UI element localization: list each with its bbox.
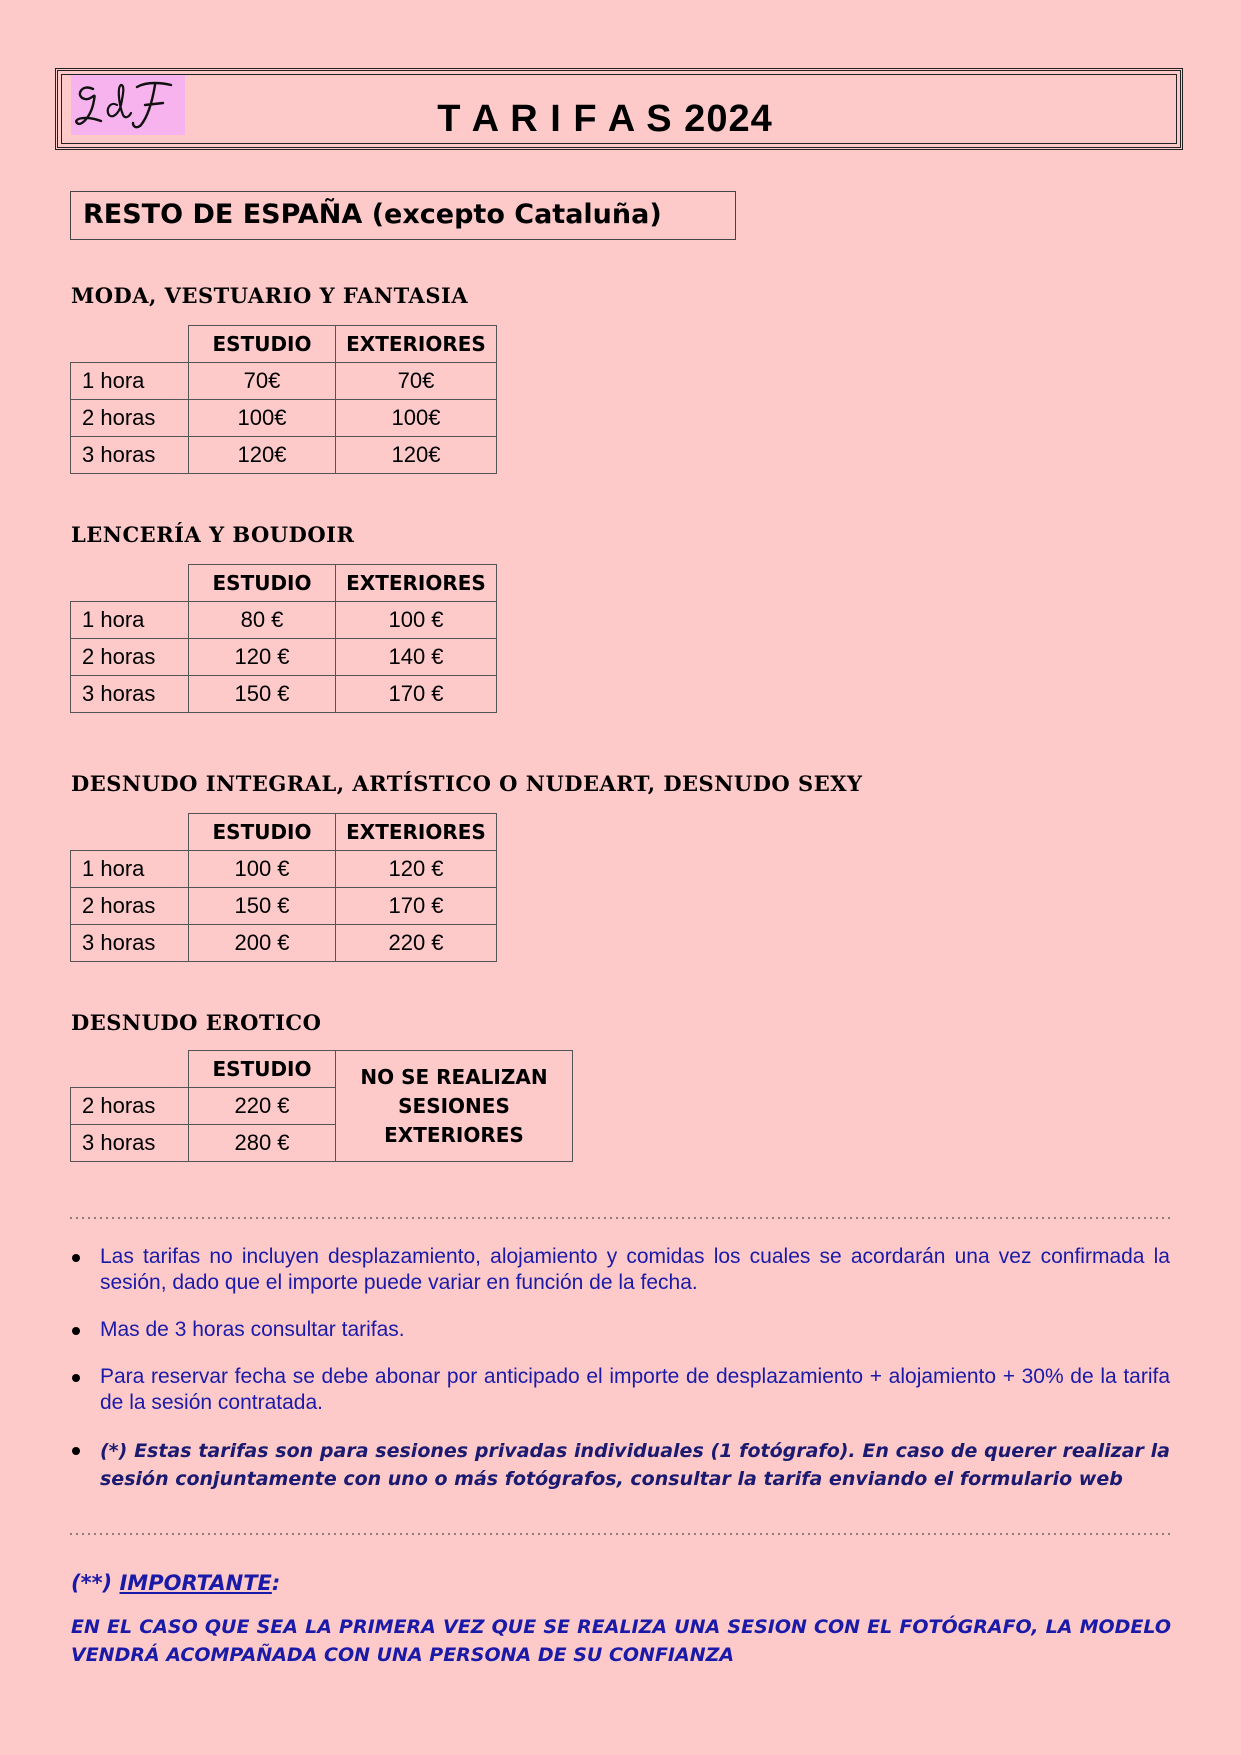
rates-table-moda bbox=[70, 325, 497, 474]
note-line: NO SE REALIZAN bbox=[360, 1064, 548, 1089]
exterior-price: 120€ bbox=[336, 437, 497, 474]
studio-price: 220 € bbox=[189, 1088, 336, 1125]
row-label: 1 hora bbox=[71, 602, 189, 639]
note-line: SESIONES bbox=[398, 1093, 510, 1118]
column-header-exterior: EXTERIORES bbox=[336, 814, 497, 851]
important-label: IMPORTANTE bbox=[119, 1571, 272, 1595]
studio-price: 280 € bbox=[189, 1125, 336, 1162]
important-heading bbox=[71, 1571, 280, 1595]
exterior-price: 170 € bbox=[336, 888, 497, 925]
row-label: 1 hora bbox=[71, 363, 189, 400]
studio-price: 150 € bbox=[189, 888, 336, 925]
column-header-studio: ESTUDIO bbox=[189, 326, 336, 363]
table-row bbox=[71, 437, 497, 474]
list-item: Mas de 3 horas consultar tarifas. bbox=[68, 1317, 1170, 1343]
table-row bbox=[71, 925, 497, 962]
no-exterior-sessions-note bbox=[336, 1051, 573, 1162]
exterior-price: 170 € bbox=[336, 676, 497, 713]
studio-price: 120 € bbox=[189, 639, 336, 676]
rates-table-lenceria bbox=[70, 564, 497, 713]
exterior-price: 220 € bbox=[336, 925, 497, 962]
section-title-desnudo-integral: DESNUDO INTEGRAL, ARTÍSTICO O NUDEART, DESNUDO SEXY bbox=[71, 771, 863, 796]
column-header-studio: ESTUDIO bbox=[189, 814, 336, 851]
list-item: (*) Estas tarifas son para sesiones privadas individuales (1 fotógrafo). En caso de querer realizar la sesión conjuntamente con uno o más fotógrafos, consultar la tarifa enviando el formulario web bbox=[68, 1437, 1170, 1493]
exterior-price: 100€ bbox=[336, 400, 497, 437]
row-label: 3 horas bbox=[71, 676, 189, 713]
section-title-lenceria: LENCERÍA Y BOUDOIR bbox=[71, 522, 355, 547]
rates-table-desnudo-erotico bbox=[70, 1050, 573, 1162]
section-title-moda: MODA, VESTUARIO Y FANTASIA bbox=[71, 283, 469, 308]
table-row bbox=[71, 363, 497, 400]
table-row bbox=[71, 888, 497, 925]
row-label: 1 hora bbox=[71, 851, 189, 888]
row-label: 3 horas bbox=[71, 437, 189, 474]
important-suffix: : bbox=[271, 1571, 281, 1595]
exterior-price: 120 € bbox=[336, 851, 497, 888]
list-item: Para reservar fecha se debe abonar por anticipado el importe de desplazamiento + alojamiento + 30% de la tarifa de la sesión contratada. bbox=[68, 1364, 1170, 1416]
notes-list bbox=[68, 1244, 1170, 1514]
studio-price: 100 € bbox=[189, 851, 336, 888]
row-label: 2 horas bbox=[71, 639, 189, 676]
column-header-studio: ESTUDIO bbox=[189, 1051, 336, 1088]
section-title-desnudo-erotico: DESNUDO EROTICO bbox=[71, 1010, 322, 1035]
studio-price: 70€ bbox=[189, 363, 336, 400]
exterior-price: 100 € bbox=[336, 602, 497, 639]
list-item: Las tarifas no incluyen desplazamiento, alojamiento y comidas los cuales se acordarán una vez confirmada la sesión, dado que el importe puede variar en función de la fecha. bbox=[68, 1244, 1170, 1296]
important-text: EN EL CASO QUE SEA LA PRIMERA VEZ QUE SE REALIZA UNA SESION CON EL FOTÓGRAFO, LA MODELO VENDRÁ ACOMPAÑADA CON UNA PERSONA DE SU CONFIANZA bbox=[71, 1616, 1171, 1666]
column-header-exterior: EXTERIORES bbox=[336, 565, 497, 602]
table-row bbox=[71, 851, 497, 888]
row-label: 3 horas bbox=[71, 925, 189, 962]
row-label: 3 horas bbox=[71, 1125, 189, 1162]
studio-price: 100€ bbox=[189, 400, 336, 437]
table-row bbox=[71, 639, 497, 676]
rates-table-desnudo-integral bbox=[70, 813, 497, 962]
dotted-divider bbox=[68, 1216, 1170, 1220]
row-label: 2 horas bbox=[71, 400, 189, 437]
table-row bbox=[71, 400, 497, 437]
studio-price: 200 € bbox=[189, 925, 336, 962]
studio-price: 80 € bbox=[189, 602, 336, 639]
row-label: 2 horas bbox=[71, 888, 189, 925]
dotted-divider bbox=[68, 1532, 1170, 1536]
region-heading: RESTO DE ESPAÑA (excepto Cataluña) bbox=[70, 191, 736, 240]
studio-price: 150 € bbox=[189, 676, 336, 713]
important-prefix: (**) bbox=[71, 1571, 120, 1595]
table-row bbox=[71, 602, 497, 639]
studio-price: 120€ bbox=[189, 437, 336, 474]
exterior-price: 140 € bbox=[336, 639, 497, 676]
exterior-price: 70€ bbox=[336, 363, 497, 400]
document-title: T A R I F A S 2024 bbox=[437, 98, 773, 140]
note-line: EXTERIORES bbox=[384, 1122, 524, 1147]
column-header-studio: ESTUDIO bbox=[189, 565, 336, 602]
table-row bbox=[71, 676, 497, 713]
row-label: 2 horas bbox=[71, 1088, 189, 1125]
column-header-exterior: EXTERIORES bbox=[336, 326, 497, 363]
